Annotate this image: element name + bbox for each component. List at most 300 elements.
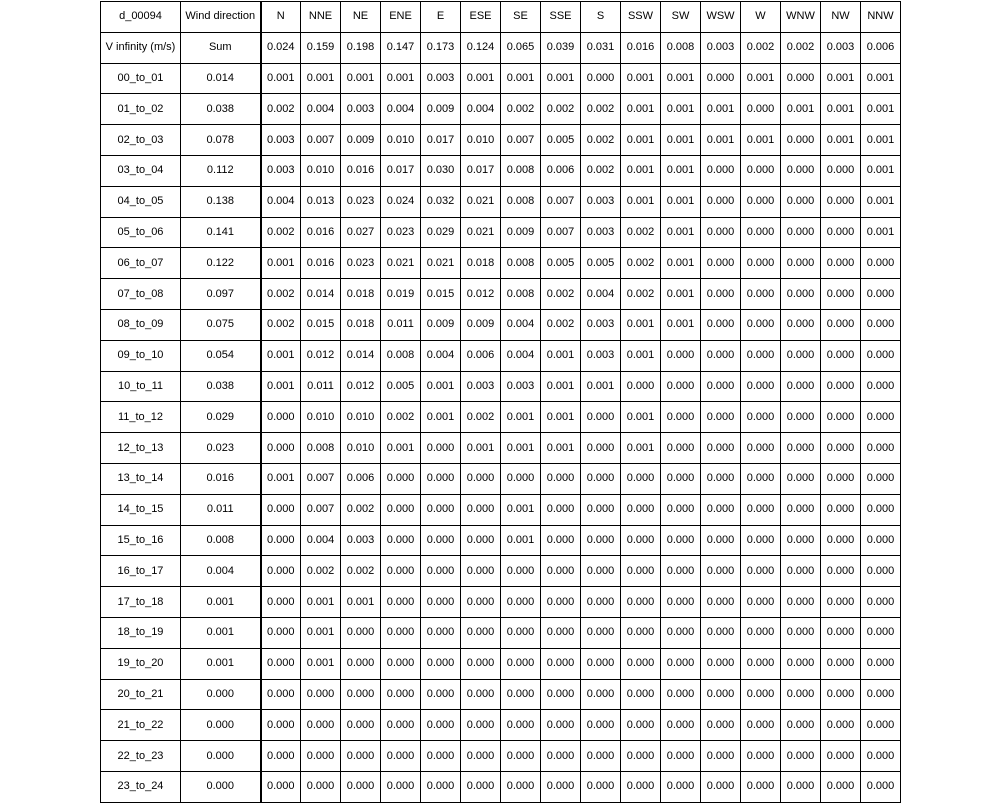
table-cell: 0.003 <box>341 525 381 556</box>
table-cell: 0.001 <box>861 94 901 125</box>
table-cell: 0.000 <box>701 63 741 94</box>
table-cell: 0.001 <box>661 217 701 248</box>
table-row <box>101 556 901 587</box>
table-cell: 0.000 <box>581 587 621 618</box>
direction-header: S <box>581 2 621 33</box>
table-cell: 0.016 <box>301 217 341 248</box>
table-body <box>101 2 901 803</box>
table-cell: 0.000 <box>621 371 661 402</box>
sum-row <box>101 32 901 63</box>
table-cell: 0.001 <box>661 279 701 310</box>
table-cell: 0.013 <box>301 186 341 217</box>
table-cell: 0.001 <box>861 155 901 186</box>
table-cell: 0.001 <box>741 63 781 94</box>
table-cell: 0.000 <box>861 556 901 587</box>
table-cell: 0.002 <box>301 556 341 587</box>
direction-sum: 0.065 <box>501 32 541 63</box>
table-cell: 0.000 <box>741 648 781 679</box>
row-sum: 0.000 <box>181 679 261 710</box>
wind-frequency-table <box>100 1 901 803</box>
table-cell: 0.000 <box>781 433 821 464</box>
table-cell: 0.005 <box>541 125 581 156</box>
table-cell: 0.000 <box>821 155 861 186</box>
table-cell: 0.000 <box>501 556 541 587</box>
table-row <box>101 217 901 248</box>
direction-header: ENE <box>381 2 421 33</box>
table-cell: 0.004 <box>501 340 541 371</box>
table-cell: 0.004 <box>421 340 461 371</box>
table-cell: 0.000 <box>541 679 581 710</box>
direction-sum: 0.003 <box>821 32 861 63</box>
table-cell: 0.008 <box>501 155 541 186</box>
table-cell: 0.000 <box>661 340 701 371</box>
table-cell: 0.000 <box>661 710 701 741</box>
table-cell: 0.000 <box>861 371 901 402</box>
table-cell: 0.000 <box>501 771 541 802</box>
table-cell: 0.010 <box>301 402 341 433</box>
table-cell: 0.000 <box>701 433 741 464</box>
table-cell: 0.000 <box>261 741 301 772</box>
table-cell: 0.000 <box>421 617 461 648</box>
direction-header: SSE <box>541 2 581 33</box>
table-cell: 0.001 <box>261 63 301 94</box>
table-cell: 0.000 <box>661 771 701 802</box>
table-cell: 0.003 <box>581 217 621 248</box>
table-cell: 0.003 <box>421 63 461 94</box>
table-cell: 0.009 <box>461 309 501 340</box>
speed-bin: 22_to_23 <box>101 741 181 772</box>
speed-bin: 20_to_21 <box>101 679 181 710</box>
table-cell: 0.001 <box>541 402 581 433</box>
table-cell: 0.000 <box>661 494 701 525</box>
table-row <box>101 279 901 310</box>
table-cell: 0.000 <box>741 309 781 340</box>
table-cell: 0.017 <box>381 155 421 186</box>
speed-bin: 12_to_13 <box>101 433 181 464</box>
table-cell: 0.001 <box>621 402 661 433</box>
table-cell: 0.000 <box>861 741 901 772</box>
table-cell: 0.000 <box>461 587 501 618</box>
table-cell: 0.015 <box>421 279 461 310</box>
table-cell: 0.000 <box>701 463 741 494</box>
table-cell: 0.000 <box>821 186 861 217</box>
table-cell: 0.001 <box>821 94 861 125</box>
table-cell: 0.000 <box>701 741 741 772</box>
table-cell: 0.018 <box>341 309 381 340</box>
table-cell: 0.001 <box>701 94 741 125</box>
table-cell: 0.007 <box>501 125 541 156</box>
table-cell: 0.002 <box>261 217 301 248</box>
table-cell: 0.012 <box>341 371 381 402</box>
table-cell: 0.000 <box>381 648 421 679</box>
table-cell: 0.000 <box>781 63 821 94</box>
table-cell: 0.000 <box>621 556 661 587</box>
table-cell: 0.000 <box>861 617 901 648</box>
table-cell: 0.005 <box>381 371 421 402</box>
table-cell: 0.027 <box>341 217 381 248</box>
table-cell: 0.001 <box>701 125 741 156</box>
direction-sum: 0.002 <box>741 32 781 63</box>
table-row <box>101 433 901 464</box>
table-cell: 0.001 <box>301 648 341 679</box>
direction-sum: 0.008 <box>661 32 701 63</box>
table-cell: 0.001 <box>261 371 301 402</box>
table-cell: 0.023 <box>341 186 381 217</box>
table-cell: 0.000 <box>781 279 821 310</box>
table-cell: 0.012 <box>461 279 501 310</box>
speed-bin: 23_to_24 <box>101 771 181 802</box>
table-cell: 0.007 <box>301 125 341 156</box>
table-cell: 0.000 <box>861 340 901 371</box>
table-cell: 0.012 <box>301 340 341 371</box>
table-cell: 0.003 <box>501 371 541 402</box>
table-cell: 0.001 <box>301 617 341 648</box>
table-cell: 0.000 <box>661 648 701 679</box>
table-cell: 0.001 <box>661 155 701 186</box>
table-cell: 0.000 <box>261 525 301 556</box>
table-cell: 0.000 <box>261 617 301 648</box>
speed-bin: 16_to_17 <box>101 556 181 587</box>
table-cell: 0.000 <box>821 525 861 556</box>
direction-header: WSW <box>701 2 741 33</box>
table-cell: 0.000 <box>701 217 741 248</box>
table-cell: 0.000 <box>821 556 861 587</box>
table-row <box>101 309 901 340</box>
table-cell: 0.000 <box>821 771 861 802</box>
speed-bin: 06_to_07 <box>101 248 181 279</box>
table-cell: 0.000 <box>621 679 661 710</box>
table-cell: 0.000 <box>261 494 301 525</box>
table-cell: 0.000 <box>341 679 381 710</box>
table-cell: 0.000 <box>781 248 821 279</box>
table-cell: 0.008 <box>301 433 341 464</box>
table-cell: 0.000 <box>381 741 421 772</box>
table-cell: 0.000 <box>781 648 821 679</box>
table-cell: 0.000 <box>501 710 541 741</box>
table-cell: 0.019 <box>381 279 421 310</box>
table-cell: 0.000 <box>781 710 821 741</box>
table-cell: 0.001 <box>621 155 661 186</box>
table-cell: 0.009 <box>501 217 541 248</box>
table-cell: 0.000 <box>261 771 301 802</box>
table-row <box>101 679 901 710</box>
table-cell: 0.000 <box>701 710 741 741</box>
table-cell: 0.000 <box>821 617 861 648</box>
table-cell: 0.002 <box>381 402 421 433</box>
table-cell: 0.000 <box>781 679 821 710</box>
table-cell: 0.000 <box>781 556 821 587</box>
table-cell: 0.001 <box>621 125 661 156</box>
table-cell: 0.000 <box>821 741 861 772</box>
table-cell: 0.010 <box>341 402 381 433</box>
row-sum: 0.029 <box>181 402 261 433</box>
table-cell: 0.001 <box>861 63 901 94</box>
direction-header: E <box>421 2 461 33</box>
table-cell: 0.001 <box>501 402 541 433</box>
table-cell: 0.000 <box>581 556 621 587</box>
table-cell: 0.000 <box>581 710 621 741</box>
direction-header: N <box>261 2 301 33</box>
table-cell: 0.000 <box>661 371 701 402</box>
table-cell: 0.001 <box>661 248 701 279</box>
table-cell: 0.000 <box>381 525 421 556</box>
table-cell: 0.000 <box>741 279 781 310</box>
row-sum: 0.141 <box>181 217 261 248</box>
table-cell: 0.000 <box>741 371 781 402</box>
table-cell: 0.000 <box>701 494 741 525</box>
table-cell: 0.000 <box>781 741 821 772</box>
table-cell: 0.000 <box>421 710 461 741</box>
table-cell: 0.000 <box>381 617 421 648</box>
table-cell: 0.000 <box>581 433 621 464</box>
table-cell: 0.000 <box>701 340 741 371</box>
table-cell: 0.000 <box>741 340 781 371</box>
table-cell: 0.000 <box>821 309 861 340</box>
row-sum: 0.011 <box>181 494 261 525</box>
table-cell: 0.000 <box>541 741 581 772</box>
table-cell: 0.010 <box>301 155 341 186</box>
table-row <box>101 648 901 679</box>
table-cell: 0.000 <box>781 217 821 248</box>
table-cell: 0.029 <box>421 217 461 248</box>
table-cell: 0.000 <box>861 679 901 710</box>
table-cell: 0.008 <box>501 279 541 310</box>
direction-header: SSW <box>621 2 661 33</box>
table-cell: 0.000 <box>861 648 901 679</box>
speed-bin: 13_to_14 <box>101 463 181 494</box>
direction-header: W <box>741 2 781 33</box>
table-cell: 0.002 <box>581 94 621 125</box>
table-cell: 0.000 <box>781 617 821 648</box>
table-cell: 0.001 <box>461 433 501 464</box>
table-cell: 0.000 <box>781 771 821 802</box>
table-cell: 0.000 <box>781 155 821 186</box>
wind-direction-label: Wind direction <box>181 2 261 33</box>
table-cell: 0.001 <box>381 433 421 464</box>
table-cell: 0.000 <box>581 525 621 556</box>
table-cell: 0.001 <box>501 494 541 525</box>
direction-header: SE <box>501 2 541 33</box>
table-cell: 0.000 <box>581 648 621 679</box>
sum-label: Sum <box>181 32 261 63</box>
table-cell: 0.002 <box>541 279 581 310</box>
table-cell: 0.000 <box>701 371 741 402</box>
table-cell: 0.000 <box>701 186 741 217</box>
table-cell: 0.000 <box>701 402 741 433</box>
table-cell: 0.001 <box>421 371 461 402</box>
direction-sum: 0.039 <box>541 32 581 63</box>
table-cell: 0.000 <box>861 309 901 340</box>
direction-header: NNE <box>301 2 341 33</box>
table-cell: 0.000 <box>701 309 741 340</box>
table-cell: 0.000 <box>741 494 781 525</box>
table-cell: 0.000 <box>541 617 581 648</box>
table-row <box>101 617 901 648</box>
table-cell: 0.000 <box>741 617 781 648</box>
table-cell: 0.000 <box>861 587 901 618</box>
table-cell: 0.000 <box>861 248 901 279</box>
table-cell: 0.001 <box>501 433 541 464</box>
table-cell: 0.002 <box>621 248 661 279</box>
table-cell: 0.000 <box>261 679 301 710</box>
row-sum: 0.097 <box>181 279 261 310</box>
speed-bin: 07_to_08 <box>101 279 181 310</box>
table-cell: 0.001 <box>541 63 581 94</box>
table-cell: 0.003 <box>261 125 301 156</box>
table-cell: 0.000 <box>421 771 461 802</box>
table-cell: 0.000 <box>821 340 861 371</box>
table-row <box>101 248 901 279</box>
direction-header: NNW <box>861 2 901 33</box>
table-cell: 0.000 <box>701 155 741 186</box>
table-cell: 0.000 <box>581 463 621 494</box>
table-row <box>101 63 901 94</box>
table-cell: 0.007 <box>301 494 341 525</box>
table-cell: 0.000 <box>781 340 821 371</box>
table-cell: 0.000 <box>701 556 741 587</box>
row-sum: 0.054 <box>181 340 261 371</box>
table-row <box>101 525 901 556</box>
table-cell: 0.000 <box>741 525 781 556</box>
table-cell: 0.000 <box>421 587 461 618</box>
table-cell: 0.000 <box>781 402 821 433</box>
table-cell: 0.000 <box>861 771 901 802</box>
table-cell: 0.018 <box>461 248 501 279</box>
table-cell: 0.000 <box>701 648 741 679</box>
table-cell: 0.000 <box>501 617 541 648</box>
table-row <box>101 94 901 125</box>
table-cell: 0.000 <box>621 494 661 525</box>
table-cell: 0.000 <box>741 248 781 279</box>
table-row <box>101 494 901 525</box>
table-cell: 0.000 <box>501 741 541 772</box>
table-cell: 0.004 <box>381 94 421 125</box>
table-cell: 0.001 <box>341 587 381 618</box>
table-cell: 0.000 <box>661 617 701 648</box>
table-cell: 0.002 <box>541 94 581 125</box>
table-row <box>101 463 901 494</box>
table-row <box>101 371 901 402</box>
table-cell: 0.003 <box>261 155 301 186</box>
table-cell: 0.008 <box>381 340 421 371</box>
table-cell: 0.000 <box>381 463 421 494</box>
header-row <box>101 2 901 33</box>
table-cell: 0.000 <box>821 371 861 402</box>
table-row <box>101 186 901 217</box>
table-cell: 0.000 <box>781 587 821 618</box>
table-cell: 0.000 <box>581 402 621 433</box>
table-cell: 0.030 <box>421 155 461 186</box>
table-cell: 0.000 <box>261 648 301 679</box>
table-cell: 0.001 <box>741 125 781 156</box>
table-cell: 0.000 <box>741 402 781 433</box>
row-sum: 0.000 <box>181 771 261 802</box>
table-cell: 0.000 <box>861 710 901 741</box>
direction-sum: 0.003 <box>701 32 741 63</box>
table-cell: 0.006 <box>341 463 381 494</box>
table-cell: 0.000 <box>661 433 701 464</box>
direction-sum: 0.024 <box>261 32 301 63</box>
speed-bin: 02_to_03 <box>101 125 181 156</box>
table-cell: 0.014 <box>301 279 341 310</box>
table-cell: 0.000 <box>661 587 701 618</box>
table-cell: 0.003 <box>461 371 501 402</box>
table-cell: 0.000 <box>541 494 581 525</box>
row-sum: 0.078 <box>181 125 261 156</box>
table-cell: 0.000 <box>781 125 821 156</box>
row-sum: 0.112 <box>181 155 261 186</box>
direction-sum: 0.031 <box>581 32 621 63</box>
table-cell: 0.002 <box>621 279 661 310</box>
table-cell: 0.000 <box>781 463 821 494</box>
table-cell: 0.002 <box>621 217 661 248</box>
table-cell: 0.016 <box>301 248 341 279</box>
table-cell: 0.000 <box>421 494 461 525</box>
table-cell: 0.002 <box>341 556 381 587</box>
row-sum: 0.000 <box>181 741 261 772</box>
table-cell: 0.007 <box>541 217 581 248</box>
table-cell: 0.000 <box>821 648 861 679</box>
table-cell: 0.003 <box>581 309 621 340</box>
table-cell: 0.000 <box>461 771 501 802</box>
table-cell: 0.000 <box>381 771 421 802</box>
table-cell: 0.000 <box>661 402 701 433</box>
table-cell: 0.000 <box>541 587 581 618</box>
table-cell: 0.000 <box>821 587 861 618</box>
table-cell: 0.014 <box>341 340 381 371</box>
speed-bin: 17_to_18 <box>101 587 181 618</box>
table-cell: 0.005 <box>581 248 621 279</box>
row-sum: 0.001 <box>181 617 261 648</box>
row-sum: 0.016 <box>181 463 261 494</box>
table-cell: 0.000 <box>541 463 581 494</box>
direction-sum: 0.173 <box>421 32 461 63</box>
table-cell: 0.001 <box>861 125 901 156</box>
table-cell: 0.000 <box>741 679 781 710</box>
table-cell: 0.002 <box>501 94 541 125</box>
table-cell: 0.000 <box>861 433 901 464</box>
table-cell: 0.000 <box>461 648 501 679</box>
table-cell: 0.000 <box>581 617 621 648</box>
table-cell: 0.002 <box>541 309 581 340</box>
table-cell: 0.000 <box>661 525 701 556</box>
table-cell: 0.001 <box>501 63 541 94</box>
speed-bin: 00_to_01 <box>101 63 181 94</box>
table-cell: 0.000 <box>461 463 501 494</box>
table-cell: 0.009 <box>341 125 381 156</box>
table-cell: 0.000 <box>621 617 661 648</box>
table-cell: 0.011 <box>381 309 421 340</box>
table-cell: 0.000 <box>461 741 501 772</box>
table-cell: 0.003 <box>581 186 621 217</box>
table-cell: 0.000 <box>541 648 581 679</box>
table-cell: 0.000 <box>741 155 781 186</box>
speed-bin: 11_to_12 <box>101 402 181 433</box>
table-cell: 0.000 <box>341 741 381 772</box>
table-cell: 0.021 <box>461 186 501 217</box>
table-cell: 0.000 <box>341 648 381 679</box>
table-cell: 0.001 <box>581 371 621 402</box>
row-sum: 0.014 <box>181 63 261 94</box>
table-cell: 0.000 <box>781 371 821 402</box>
table-cell: 0.001 <box>821 125 861 156</box>
table-cell: 0.000 <box>421 433 461 464</box>
table-cell: 0.002 <box>581 125 621 156</box>
table-cell: 0.000 <box>781 494 821 525</box>
row-sum: 0.075 <box>181 309 261 340</box>
table-cell: 0.000 <box>741 217 781 248</box>
table-cell: 0.000 <box>301 710 341 741</box>
